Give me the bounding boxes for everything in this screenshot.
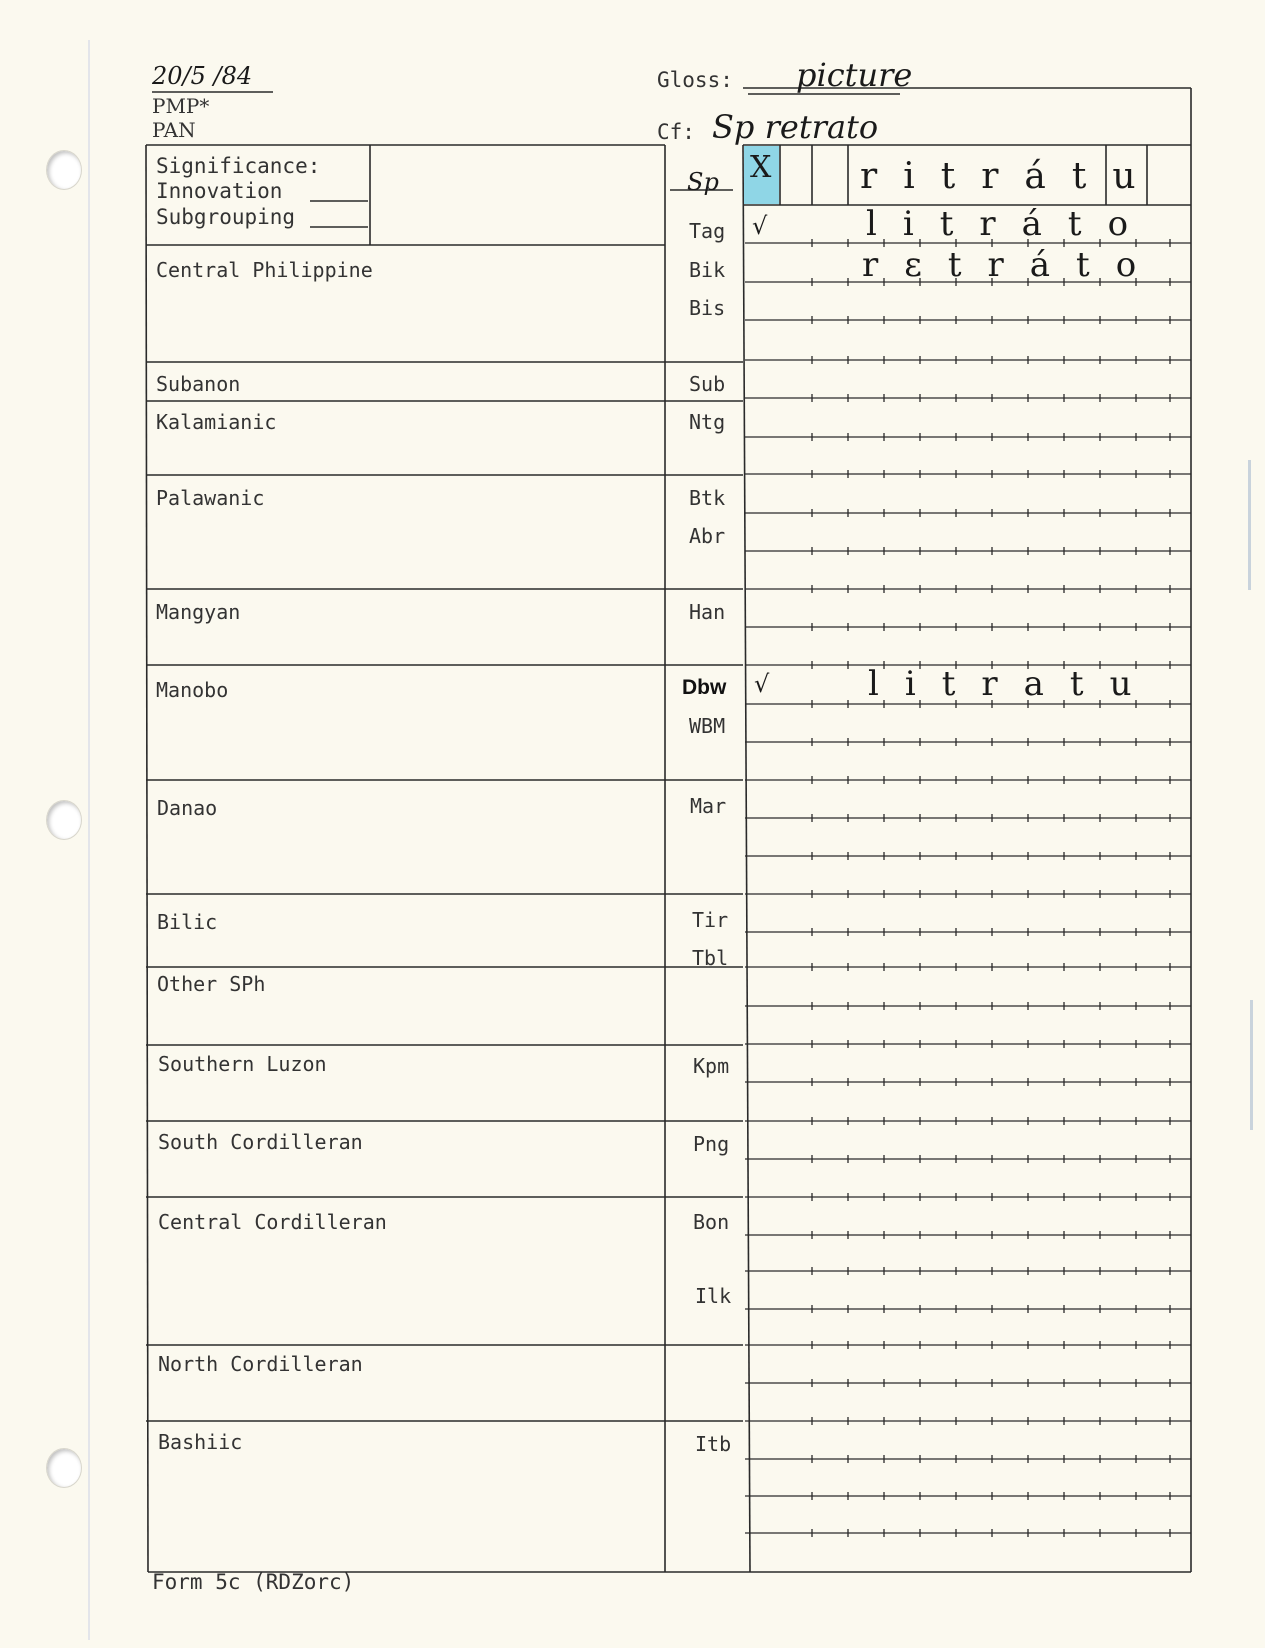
group-other-sph: Other SPh	[157, 972, 266, 996]
date: 20/5 /84	[152, 62, 253, 90]
group-manobo: Manobo	[156, 678, 229, 702]
bik-form: rɛtráto	[862, 245, 1163, 285]
code-ntg: Ntg	[689, 410, 726, 434]
significance-title: Significance:	[156, 154, 321, 178]
cf-label: Cf:	[657, 120, 695, 144]
code-sub: Sub	[689, 372, 726, 396]
level-pmp: PMP*	[152, 94, 210, 118]
code-ilk: Ilk	[695, 1284, 732, 1308]
form-label: Form 5c (RDZorc)	[152, 1570, 355, 1594]
tag-form: litráto	[866, 204, 1155, 244]
group-danao: Danao	[157, 796, 218, 820]
sp-mark: X	[750, 150, 772, 185]
code-abr: Abr	[689, 524, 726, 548]
group-bashiic: Bashiic	[158, 1430, 243, 1454]
code-btk: Btk	[689, 486, 726, 510]
code-bis: Bis	[689, 296, 726, 320]
level-pan: PAN	[152, 118, 196, 142]
subgrouping-label: Subgrouping	[156, 205, 296, 229]
group-central-philippine: Central Philippine	[156, 258, 373, 282]
group-mangyan: Mangyan	[156, 600, 241, 624]
code-han: Han	[689, 600, 726, 624]
group-southern-luzon: Southern Luzon	[158, 1052, 327, 1076]
code-mar: Mar	[690, 794, 727, 818]
code-itb: Itb	[695, 1432, 732, 1456]
dbw-form: litratu	[868, 664, 1158, 704]
code-tbl: Tbl	[692, 946, 729, 970]
group-palawanic: Palawanic	[156, 486, 265, 510]
code-bon: Bon	[693, 1210, 730, 1234]
group-kalamianic: Kalamianic	[156, 410, 277, 434]
code-tir: Tir	[692, 908, 729, 932]
code-png: Png	[693, 1132, 730, 1156]
code-wbm: WBM	[689, 714, 726, 738]
dbw-mark: √	[754, 670, 770, 698]
gloss-value: picture	[796, 56, 913, 94]
group-north-cordilleran: North Cordilleran	[158, 1352, 363, 1376]
code-sp: Sp	[687, 168, 719, 196]
code-tag: Tag	[689, 219, 726, 243]
cf-value: Sp retrato	[712, 108, 879, 146]
innovation-label: Innovation	[156, 179, 283, 203]
sp-form: ritrátu	[860, 156, 1162, 197]
gloss-label: Gloss:	[657, 68, 733, 92]
tag-mark: √	[752, 212, 768, 240]
group-central-cordilleran: Central Cordilleran	[158, 1210, 387, 1234]
group-bilic: Bilic	[157, 910, 218, 934]
code-bik: Bik	[689, 258, 726, 282]
code-kpm: Kpm	[693, 1054, 730, 1078]
group-south-cordilleran: South Cordilleran	[158, 1130, 363, 1154]
group-subanon: Subanon	[156, 372, 241, 396]
code-dbw: Dbw	[682, 676, 727, 699]
